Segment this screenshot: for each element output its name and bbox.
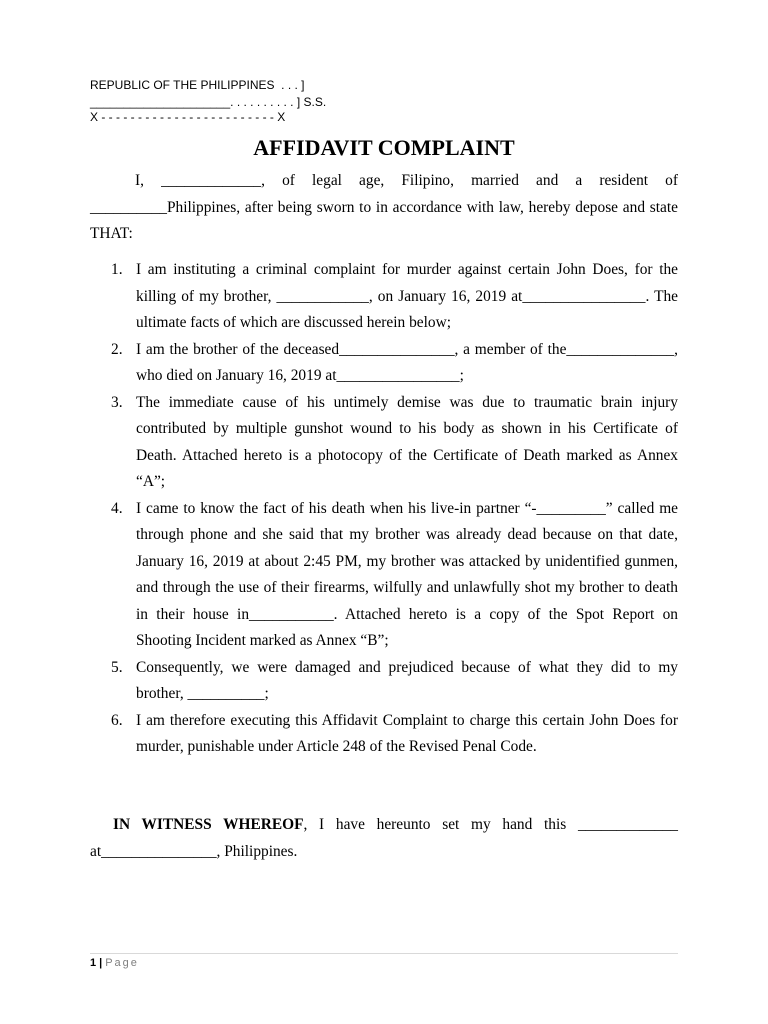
item-number: 2.	[111, 340, 123, 358]
item-text: I came to know the fact of his death when his live-in partner “-_________” called me through phone and she said that my brother was already dead because on that date, January 16, 2019 at about 2:45 PM, my brother was attacked by unidentified gunmen, and through the use of their firearms, wilfully and unlawfully shot my brother to death in their house in___________. Attached hereto is a copy of the Spot Report on Shooting Incident marked as Annex “B”;	[136, 499, 678, 649]
allegation-item-6	[111, 708, 678, 761]
allegation-list	[111, 257, 678, 761]
allegation-item-1	[111, 257, 678, 337]
document-title: AFFIDAVIT COMPLAINT	[253, 135, 515, 160]
item-number: 5.	[111, 658, 123, 676]
allegation-item-2	[111, 337, 678, 390]
witness-lead: IN WITNESS WHEREOF	[113, 816, 304, 833]
allegation-item-5	[111, 655, 678, 708]
witness-rest: , I have hereunto set my hand this _____________ at_______________, Philippines.	[90, 816, 678, 860]
caption-venue-blank: _____________________. . . . . . . . . . ] S.S.	[90, 95, 327, 109]
witness-paragraph	[90, 812, 678, 865]
caption-divider: X - - - - - - - - - - - - - - - - - - - - - - - - X	[90, 110, 286, 124]
item-text: I am instituting a criminal complaint for murder against certain John Does, for the killing of my brother, ____________, on January 16, 2019 at________________. The ultimate facts of which are discussed herein below;	[136, 261, 678, 331]
item-text: Consequently, we were damaged and prejudiced because of what they did to my brother, __________;	[136, 658, 678, 702]
item-text: I am therefore executing this Affidavit Complaint to charge this certain John Does for murder, punishable under Article 248 of the Revised Penal Code.	[136, 711, 678, 755]
intro-paragraph: I, _____________, of legal age, Filipino, married and a resident of __________Philippines, after being sworn to in accordance with law, hereby depose and state THAT:	[90, 172, 678, 242]
item-number: 4.	[111, 499, 123, 517]
item-text: The immediate cause of his untimely demise was due to traumatic brain injury contributed by multiple gunshot wound to his body as shown in his Certificate of Death. Attached hereto is a photocopy of the Certificate of Death marked as Annex “A”;	[136, 393, 678, 490]
item-text: I am the brother of the deceased_______________, a member of the______________, who died on January 16, 2019 at________________;	[136, 340, 678, 384]
page-footer	[90, 956, 139, 970]
page-number: 1	[90, 957, 97, 969]
caption-republic: REPUBLIC OF THE PHILIPPINES . . . ]	[90, 78, 305, 92]
item-number: 1.	[111, 261, 123, 278]
footer-divider	[90, 953, 678, 954]
item-number: 6.	[111, 711, 123, 729]
item-number: 3.	[111, 393, 123, 411]
allegation-item-4	[111, 496, 678, 655]
page-label: Page	[105, 957, 139, 969]
page-separator: |	[99, 957, 103, 969]
allegation-item-3	[111, 390, 678, 496]
